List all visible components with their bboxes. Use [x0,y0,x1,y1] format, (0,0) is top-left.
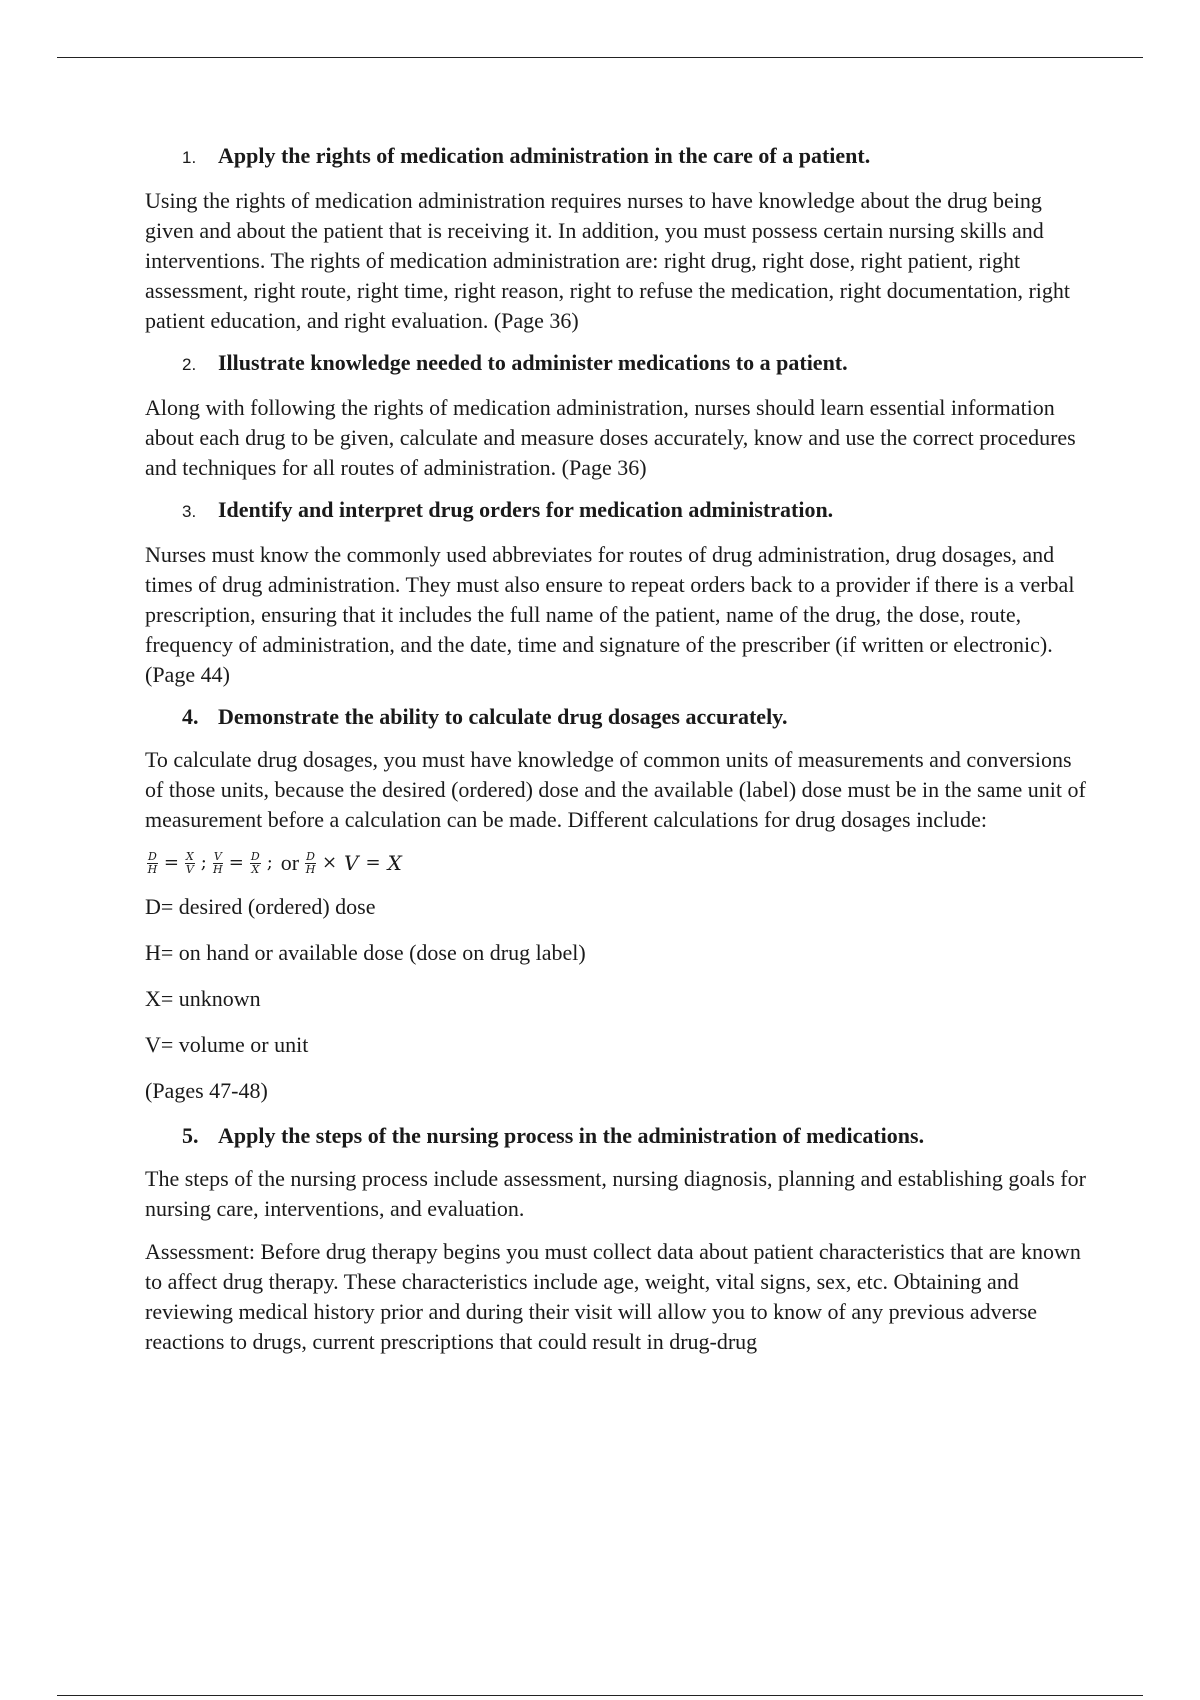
definition-line: D= desired (ordered) dose [145,894,376,919]
numerator: D [148,849,157,863]
paragraph: Along with following the rights of medication administration, nurses should learn essential information about each drug to be given, calculate and measure doses accurately, know and use the correct procedures and techniques for all routes of administration. (Page 36) [145,395,1076,480]
top-rule [57,57,1143,58]
section-heading [182,496,1095,526]
bottom-rule [57,1695,1143,1696]
fraction [250,851,261,876]
denominator: H [147,862,158,876]
times-sign: × [321,852,338,873]
paragraph: Nurses must know the commonly used abbreviates for routes of drug administration, drug dosages, and times of drug administration. They must also ensure to repeat orders back to a provider if there is a verbal prescription, ensuring that it includes the full name of the patient, name of the drug, the dose, route, frequency of administration, and the date, time and signature of the prescriber (if written or electronic). (Page 44) [145,542,1075,687]
numerator: X [185,849,194,863]
paragraph: Assessment: Before drug therapy begins you must collect data about patient characteristics that are known to affect drug therapy. These characteristics include age, weight, vital signs, sex, etc. Obtaining and reviewing medical history prior and during their visit will allow you to know of any previous adverse reactions to drugs, current prescriptions that could result in drug-drug [145,1239,1081,1354]
section-number: 2. [182,355,197,374]
numerator: D [250,849,260,863]
document-body [145,142,1095,1370]
definition-line: H= on hand or available dose (dose on drug label) [145,940,586,965]
section-title: Apply the steps of the nursing process in the administration of medications. [218,1123,925,1148]
section-number: 1. [182,148,197,167]
or-word: or [280,850,300,875]
denominator: V [185,862,194,876]
numerator: D [306,849,315,863]
section-title: Demonstrate the ability to calculate drug dosages accurately. [218,704,788,729]
equals-sign: = [365,852,381,873]
section-number: 5. [182,1123,199,1148]
fraction [213,851,223,876]
denominator: X [251,862,260,876]
page-reference: (Pages 47-48) [145,1078,268,1103]
fraction [185,851,195,876]
separator: ; [200,852,207,873]
separator: ; [266,852,273,873]
paragraph: Using the rights of medication administration requires nurses to have knowledge about the drug being given and about the patient that is receiving it. In addition, you must possess certain nursing skills and interventions. The rights of medication administration are: right drug, right dose, right patient, right assessment, right route, right time, right reason, right to refuse the medication, right documentation, right patient education, and right evaluation. (Page 36) [145,188,1071,333]
section-heading [182,349,1095,379]
section-number: 4. [182,704,199,729]
section-heading [182,1122,1095,1150]
variable: X [387,851,402,875]
paragraph: To calculate drug dosages, you must have knowledge of common units of measurements and conversions of those units, because the desired (ordered) dose and the available (label) dose must be in the same unit of measurement before a calculation can be made. Different calculations for drug dosages include: [145,747,1086,832]
denominator: H [305,862,316,876]
section-title: Identify and interpret drug orders for medication administration. [218,497,834,522]
definition-line: X= unknown [145,986,261,1011]
dosage-formula [145,848,1095,878]
equals-sign: = [163,852,179,873]
paragraph: The steps of the nursing process include assessment, nursing diagnosis, planning and establishing goals for nursing care, interventions, and evaluation. [145,1166,1086,1221]
section-heading [182,703,1095,731]
section-heading [182,142,1095,172]
fraction [147,851,158,876]
section-title: Apply the rights of medication administration in the care of a patient. [218,143,871,168]
section-title: Illustrate knowledge needed to administer medications to a patient. [218,350,848,375]
definition-line: V= volume or unit [145,1032,309,1057]
variable: V [344,851,359,875]
equals-sign: = [228,852,244,873]
section-number: 3. [182,502,197,521]
denominator: H [213,862,223,876]
fraction [305,851,316,876]
numerator: V [213,849,222,863]
